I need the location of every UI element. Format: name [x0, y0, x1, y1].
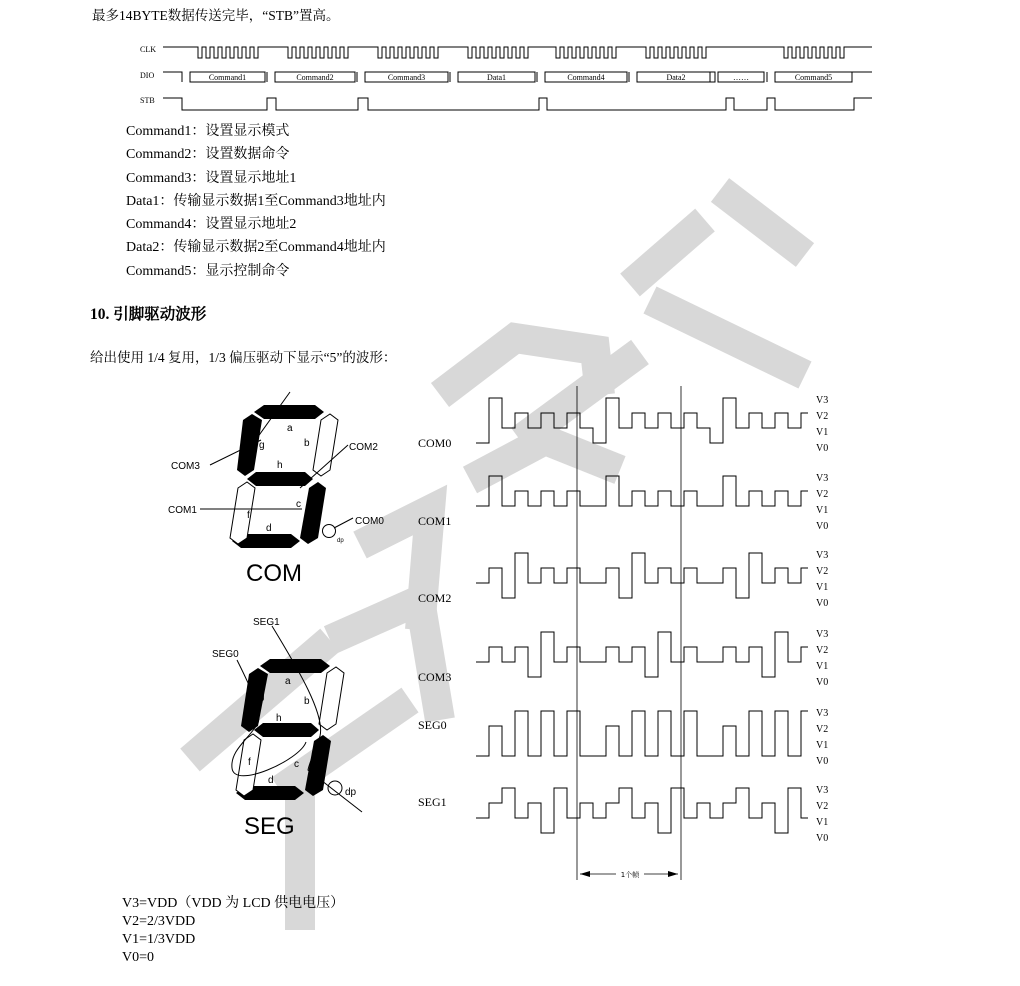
level-label: V0 — [816, 598, 829, 609]
segment-label: b — [304, 696, 310, 707]
dio-field-label: Command4 — [567, 73, 605, 82]
segment-label: c — [296, 499, 301, 510]
segment-label: g — [259, 440, 265, 451]
dio-field-label: Data1 — [486, 73, 507, 82]
segment-label: d — [268, 775, 274, 786]
level-label: V2 — [816, 566, 829, 577]
signal-label-clk: CLK — [140, 45, 156, 54]
dio-field-label: Command1 — [208, 73, 247, 82]
level-label: V0 — [816, 833, 829, 844]
command-item: Command1：设置显示模式 — [126, 124, 290, 139]
command-item: Data2：传输显示数据2至Command4地址内 — [126, 240, 386, 256]
seg-caption: SEG — [244, 813, 295, 840]
level-label: V3 — [816, 473, 829, 484]
waveform-trace — [476, 711, 808, 756]
seg-label: SEG1 — [253, 617, 280, 628]
command-item: Command4：设置显示地址2 — [126, 217, 297, 233]
dio-field-label: Command2 — [296, 73, 334, 82]
level-label: V1 — [816, 427, 829, 438]
command-item: Command5：显示控制命令 — [126, 263, 290, 279]
voltage-note: V3=VDD（VDD 为 LCD 供电电压） — [122, 896, 345, 911]
waveform-trace — [476, 788, 808, 833]
level-label: V3 — [816, 550, 829, 561]
waveform-channel-label: SEG1 — [418, 795, 447, 809]
level-label: V2 — [816, 411, 829, 422]
segment-label: a — [285, 676, 291, 687]
level-label: V1 — [816, 582, 829, 593]
segment-label: c — [294, 759, 299, 770]
section-intro: 给出使用 1/4 复用，1/3 偏压驱动下显示“5”的波形： — [90, 350, 397, 365]
com-caption: COM — [246, 560, 302, 587]
waveform-channel-label: COM0 — [418, 436, 452, 450]
frame-label: 1个帧 — [620, 871, 640, 879]
voltage-notes — [122, 895, 344, 967]
dio-field-label: Command3 — [387, 73, 426, 82]
segment-label: dp — [345, 787, 357, 798]
segment-label: a — [287, 423, 293, 434]
voltage-note: V2=2/3VDD — [122, 914, 196, 929]
waveform-trace — [476, 476, 808, 506]
level-label: V3 — [816, 629, 829, 640]
seg-label: SEG0 — [212, 649, 239, 660]
dio-field-label: Command5 — [794, 73, 833, 82]
level-label: V1 — [816, 661, 829, 672]
segment-label: b — [304, 438, 310, 449]
waveform-channel-label: SEG0 — [418, 718, 447, 732]
command-item: Data1：传输显示数据1至Command3地址内 — [126, 193, 386, 209]
segment-label: f — [248, 757, 251, 768]
intro-line: 最多14BYTE数据传送完毕，“STB”置高。 — [92, 8, 340, 23]
level-label: V3 — [816, 395, 829, 406]
dio-field-label: …… — [733, 73, 749, 82]
frame-dimension — [580, 869, 678, 879]
level-label: V1 — [816, 817, 829, 828]
waveform-channel-label: COM1 — [418, 514, 452, 528]
level-label: V0 — [816, 677, 829, 688]
section-heading: 10. 引脚驱动波形 — [90, 306, 207, 323]
segment-label: h — [276, 713, 282, 724]
level-label: V0 — [816, 443, 829, 454]
waveform-channel-label: COM2 — [418, 591, 452, 605]
com-label: COM1 — [168, 505, 197, 516]
signal-label-dio: DIO — [140, 71, 155, 80]
level-label: V3 — [816, 708, 829, 719]
com-label: COM2 — [349, 442, 378, 453]
segment-label: h — [277, 460, 283, 471]
segment-label: g — [259, 691, 265, 702]
segment-label: dp — [337, 538, 344, 544]
voltage-note: V0=0 — [122, 950, 155, 965]
level-label: V2 — [816, 724, 829, 735]
level-label: V2 — [816, 489, 829, 500]
com-label: COM3 — [171, 461, 200, 472]
waveform-channel-label: COM3 — [418, 670, 452, 684]
segment-label: d — [266, 523, 272, 534]
waveform-trace — [476, 398, 808, 443]
command-item: Command2：设置数据命令 — [126, 147, 290, 163]
level-label: V1 — [816, 740, 829, 751]
waveform-trace — [476, 553, 808, 598]
com-label: COM0 — [355, 516, 384, 527]
level-label: V1 — [816, 505, 829, 516]
level-label: V2 — [816, 645, 829, 656]
level-label: V3 — [816, 785, 829, 796]
level-label: V0 — [816, 756, 829, 767]
segment-label: f — [247, 510, 250, 521]
signal-label-stb: STB — [140, 96, 155, 105]
level-label: V0 — [816, 521, 829, 532]
dio-field-label: Data2 — [666, 73, 686, 82]
command-item: Command3：设置显示地址1 — [126, 170, 297, 186]
level-label: V2 — [816, 801, 829, 812]
voltage-note: V1=1/3VDD — [122, 932, 196, 947]
waveform-trace — [476, 632, 808, 677]
